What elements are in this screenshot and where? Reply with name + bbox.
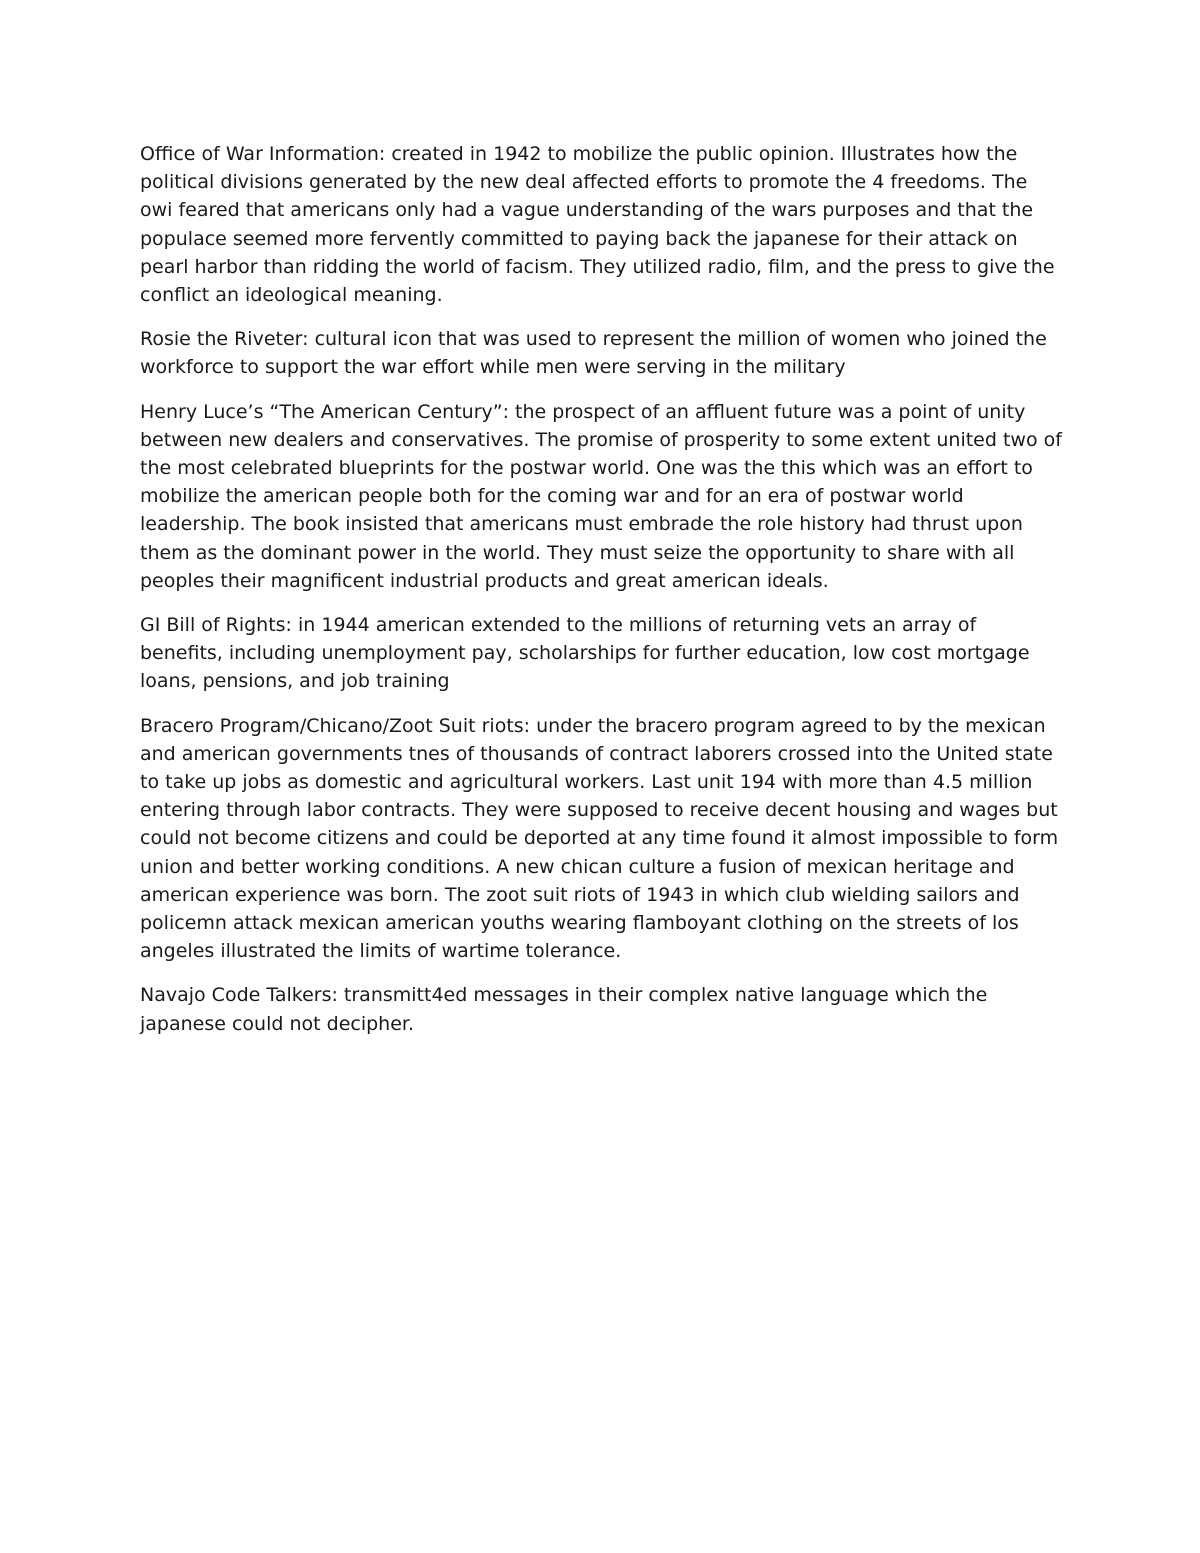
paragraph-gi-bill: GI Bill of Rights: in 1944 american extended to the millions of returning vets an array of benefits, including unemployment pay, scholarships for further education, low cost mortgage loans, pensions, and job training [140,614,1030,693]
document-page [140,140,1065,1054]
paragraph-rosie-the-riveter: Rosie the Riveter: cultural icon that was used to represent the million of women who joined the workforce to support the war effort while men were serving in the military [140,328,1047,379]
paragraph-navajo-code-talkers: Navajo Code Talkers: transmitt4ed messages in their complex native language which the japanese could not decipher. [140,984,988,1035]
paragraph-american-century: Henry Luce’s “The American Century”: the prospect of an affluent future was a point of unity between new dealers and conservatives. The promise of prosperity to some extent united two of the most celebrated blueprints for the postwar world. One was the this which was an effort to mobilize the american people both for the coming war and for an era of postwar world leadership. The book insisted that americans must embrade the role history had thrust upon them as the dominant power in the world. They must seize the opportunity to share with all peoples their magnificent industrial products and great american ideals. [140,400,1062,592]
paragraph-office-of-war-information: Office of War Information: created in 1942 to mobilize the public opinion. Illustrates how the political divisions generated by the new deal affected efforts to promote the 4 freedoms. The owi feared that americans only had a vague understanding of the wars purposes and that the populace seemed more fervently committed to paying back the japanese for their attack on pearl harbor than ridding the world of facism. They utilized radio, film, and the press to give the conflict an ideological meaning. [140,143,1055,307]
paragraph-bracero-program: Bracero Program/Chicano/Zoot Suit riots: under the bracero program agreed to by the mexican and american governments tnes of thousands of contract laborers crossed into the United state to take up jobs as domestic and agricultural workers. Last unit 194 with more than 4.5 million entering through labor contracts. They were supposed to receive decent housing and wages but could not become citizens and could be deported at any time found it almost impossible to form union and better working conditions. A new chican culture a fusion of mexican heritage and american experience was born. The zoot suit riots of 1943 in which club wielding sailors and policemn attack mexican american youths wearing flamboyant clothing on the streets of los angeles illustrated the limits of wartime tolerance. [140,714,1059,963]
